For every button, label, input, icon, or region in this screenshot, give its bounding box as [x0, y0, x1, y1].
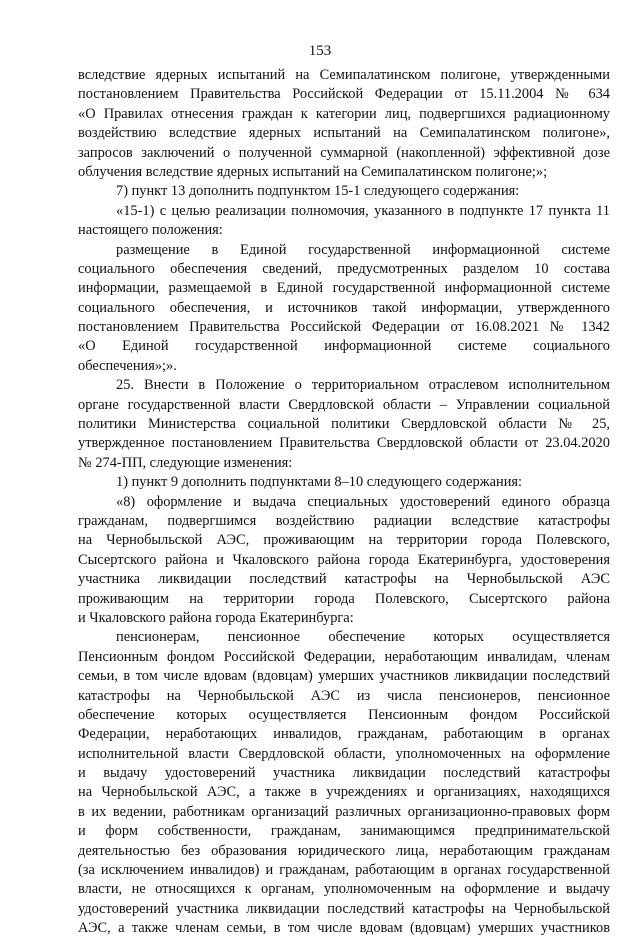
text-line: социального обеспечения сведений, предусмотренных разделом 10 состава — [78, 260, 610, 277]
text-line: утвержденное постановлением Правительства Свердловской области от 23.04.2020 — [78, 435, 610, 452]
text-line: настоящего положения: — [78, 222, 223, 239]
text-line: удостоверений участника ликвидации последствий катастрофы на Чернобыльской — [78, 900, 610, 917]
text-line: социального обеспечения, и источников такой информации, утвержденного — [78, 299, 610, 316]
text-line: АЭС, а также членам семьи, в том числе вдовам (вдовцам) умерших участников — [78, 920, 610, 937]
text-line: власти, не относящихся к органам, уполномоченным на оформление и выдачу — [78, 881, 610, 898]
text-line: воздействию вследствие ядерных испытаний на Семипалатинском полигоне», — [78, 125, 610, 142]
text-line: постановлением Правительства Российской Федерации от 15.11.2004 № 634 — [78, 86, 610, 103]
text-line: (за исключением инвалидов) и гражданам, работающим в органах государственной — [78, 862, 610, 879]
text-line: участника ликвидации последствий катастрофы на Чернобыльской АЭС — [78, 571, 610, 588]
text-line: катастрофы на Чернобыльской АЭС из числа пенсионеров, пенсионное — [78, 687, 610, 704]
text-line: «О Правилах отнесения граждан к категории лиц, подвергшихся радиационному — [78, 105, 610, 122]
text-line: и форм собственности, гражданам, занимающимся предпринимательской — [78, 823, 610, 840]
text-line: размещение в Единой государственной информационной системе — [116, 241, 610, 258]
text-line: запросов заключений о полученной суммарной (накопленной) эффективной дозе — [78, 144, 610, 161]
text-line: «О Единой государственной информационной системе социального — [78, 338, 610, 355]
text-line: «15-1) с целью реализации полномочия, указанного в подпункте 17 пункта 11 — [116, 202, 610, 219]
text-line: облучения вследствие ядерных испытаний на Семипалатинском полигоне;»; — [78, 163, 548, 180]
text-line: на Чернобыльской АЭС, а также в учреждениях и организациях, находящихся — [78, 784, 610, 801]
text-line: № 274-ПП, следующие изменения: — [78, 454, 293, 471]
text-line: обеспечение которых осуществляется Пенсионным фондом Российской — [78, 706, 610, 723]
text-line: в их ведении, работникам организаций различных организационно-правовых форм — [78, 803, 610, 820]
text-line: информации, размещаемой в Единой государственной информационной системе — [78, 280, 610, 297]
text-line: органе государственной власти Свердловской области – Управлении социальной — [78, 396, 610, 413]
text-line: политики Министерства социальной политики Свердловской области № 25, — [78, 416, 610, 433]
text-line: проживающим на территории города Полевского, Сысертского района — [78, 590, 610, 607]
text-line: деятельностью без образования юридического лица, неработающим гражданам — [78, 842, 610, 859]
text-line: пенсионерам, пенсионное обеспечение которых осуществляется — [116, 629, 610, 646]
text-line: 25. Внести в Положение о территориальном отраслевом исполнительном — [116, 377, 610, 394]
text-line: на Чернобыльской АЭС, проживающим на территории города Полевского, — [78, 532, 610, 549]
text-line: Федерации, неработающих инвалидов, гражданам, работающим в органах — [78, 726, 610, 743]
text-line: постановлением Правительства Российской Федерации от 16.08.2021 № 1342 — [78, 319, 610, 336]
text-line: Сысертского района и Чкаловского района города Екатеринбурга, удостоверения — [78, 551, 610, 568]
text-line: семьи, в том числе вдовам (вдовцам) умерших участников ликвидации последствий — [78, 668, 610, 685]
text-line: и выдачу удостоверений участника ликвидации последствий катастрофы — [78, 765, 610, 782]
text-line: и Чкаловского района города Екатеринбурга: — [78, 609, 354, 626]
document-body — [78, 66, 610, 939]
text-line: гражданам, подвергшимся воздействию радиации вследствие катастрофы — [78, 512, 610, 529]
text-line: «8) оформление и выдача специальных удостоверений единого образца — [116, 493, 610, 510]
text-line: 1) пункт 9 дополнить подпунктами 8–10 следующего содержания: — [116, 474, 523, 491]
text-line: Пенсионным фондом Российской Федерации, неработающим инвалидам, членам — [78, 648, 610, 665]
text-line: вследствие ядерных испытаний на Семипалатинском полигоне, утвержденными — [78, 67, 610, 83]
text-line: обеспечения»;». — [78, 357, 177, 374]
text-line: 7) пункт 13 дополнить подпунктом 15-1 следующего содержания: — [116, 183, 520, 200]
page-number: 153 — [308, 43, 332, 59]
text-line: исполнительной власти Свердловской области, уполномоченных на оформление — [78, 745, 610, 762]
